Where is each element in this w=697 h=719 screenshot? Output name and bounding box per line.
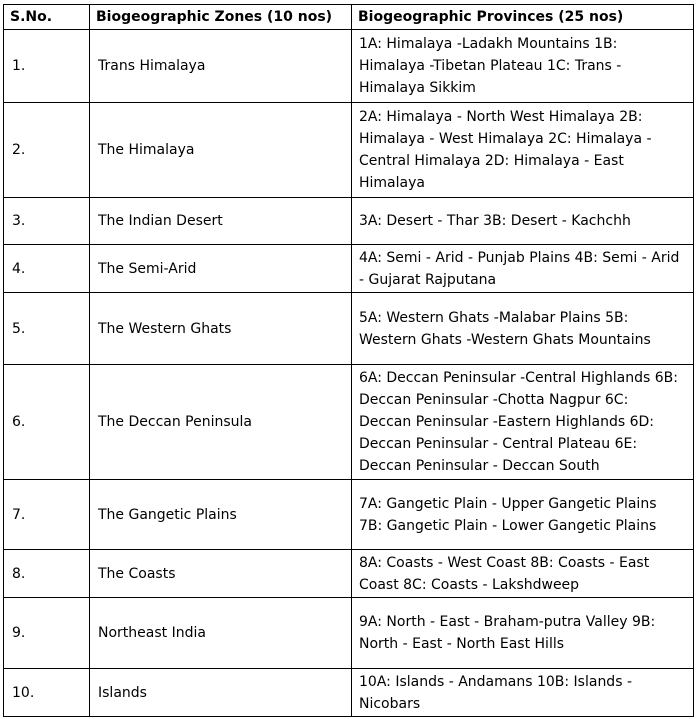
- header-provinces: Biogeographic Provinces (25 nos): [352, 5, 694, 30]
- table-row: [4, 103, 694, 198]
- row-zone: The Gangetic Plains: [90, 480, 352, 550]
- row-provinces: 9A: North - East - Braham-putra Valley 9B: North - East - North East Hills: [352, 598, 694, 669]
- row-provinces: 8A: Coasts - West Coast 8B: Coasts - East Coast 8C: Coasts - Lakshdweep: [352, 550, 694, 598]
- table-row: [4, 245, 694, 293]
- table-row: [4, 480, 694, 550]
- header-sno: S.No.: [4, 5, 90, 30]
- row-sno: 8.: [4, 550, 90, 598]
- header-zones: Biogeographic Zones (10 nos): [90, 5, 352, 30]
- row-sno: 1.: [4, 30, 90, 103]
- row-zone: The Indian Desert: [90, 198, 352, 245]
- row-provinces: 7A: Gangetic Plain - Upper Gangetic Plains 7B: Gangetic Plain - Lower Gangetic Plains: [352, 480, 694, 550]
- row-provinces: 10A: Islands - Andamans 10B: Islands - Nicobars: [352, 669, 694, 717]
- row-zone: The Himalaya: [90, 103, 352, 198]
- row-zone: The Semi-Arid: [90, 245, 352, 293]
- row-zone: Northeast India: [90, 598, 352, 669]
- row-zone: Trans Himalaya: [90, 30, 352, 103]
- header-row: [4, 5, 694, 30]
- biogeographic-zones-table: [3, 4, 694, 717]
- row-provinces: 3A: Desert - Thar 3B: Desert - Kachchh: [352, 198, 694, 245]
- row-sno: 4.: [4, 245, 90, 293]
- row-provinces: 6A: Deccan Peninsular -Central Highlands 6B: Deccan Peninsular -Chotta Nagpur 6C: Deccan Peninsular -Eastern Highlands 6D: Deccan Peninsular - Central Plateau 6E: Deccan Peninsular - Deccan South: [352, 365, 694, 480]
- row-sno: 10.: [4, 669, 90, 717]
- row-sno: 7.: [4, 480, 90, 550]
- row-sno: 3.: [4, 198, 90, 245]
- table-row: [4, 198, 694, 245]
- table-row: [4, 30, 694, 103]
- row-sno: 6.: [4, 365, 90, 480]
- row-provinces: 1A: Himalaya -Ladakh Mountains 1B: Himalaya -Tibetan Plateau 1C: Trans - Himalaya Sikkim: [352, 30, 694, 103]
- row-provinces: 2A: Himalaya - North West Himalaya 2B: Himalaya - West Himalaya 2C: Himalaya - Central Himalaya 2D: Himalaya - East Himalaya: [352, 103, 694, 198]
- row-zone: The Western Ghats: [90, 293, 352, 365]
- row-zone: The Deccan Peninsula: [90, 365, 352, 480]
- row-sno: 2.: [4, 103, 90, 198]
- row-sno: 5.: [4, 293, 90, 365]
- row-zone: Islands: [90, 669, 352, 717]
- table-row: [4, 550, 694, 598]
- row-provinces: 4A: Semi - Arid - Punjab Plains 4B: Semi - Arid - Gujarat Rajputana: [352, 245, 694, 293]
- row-provinces: 5A: Western Ghats -Malabar Plains 5B: Western Ghats -Western Ghats Mountains: [352, 293, 694, 365]
- row-zone: The Coasts: [90, 550, 352, 598]
- table-row: [4, 598, 694, 669]
- table-row: [4, 669, 694, 717]
- table-row: [4, 293, 694, 365]
- row-sno: 9.: [4, 598, 90, 669]
- table-row: [4, 365, 694, 480]
